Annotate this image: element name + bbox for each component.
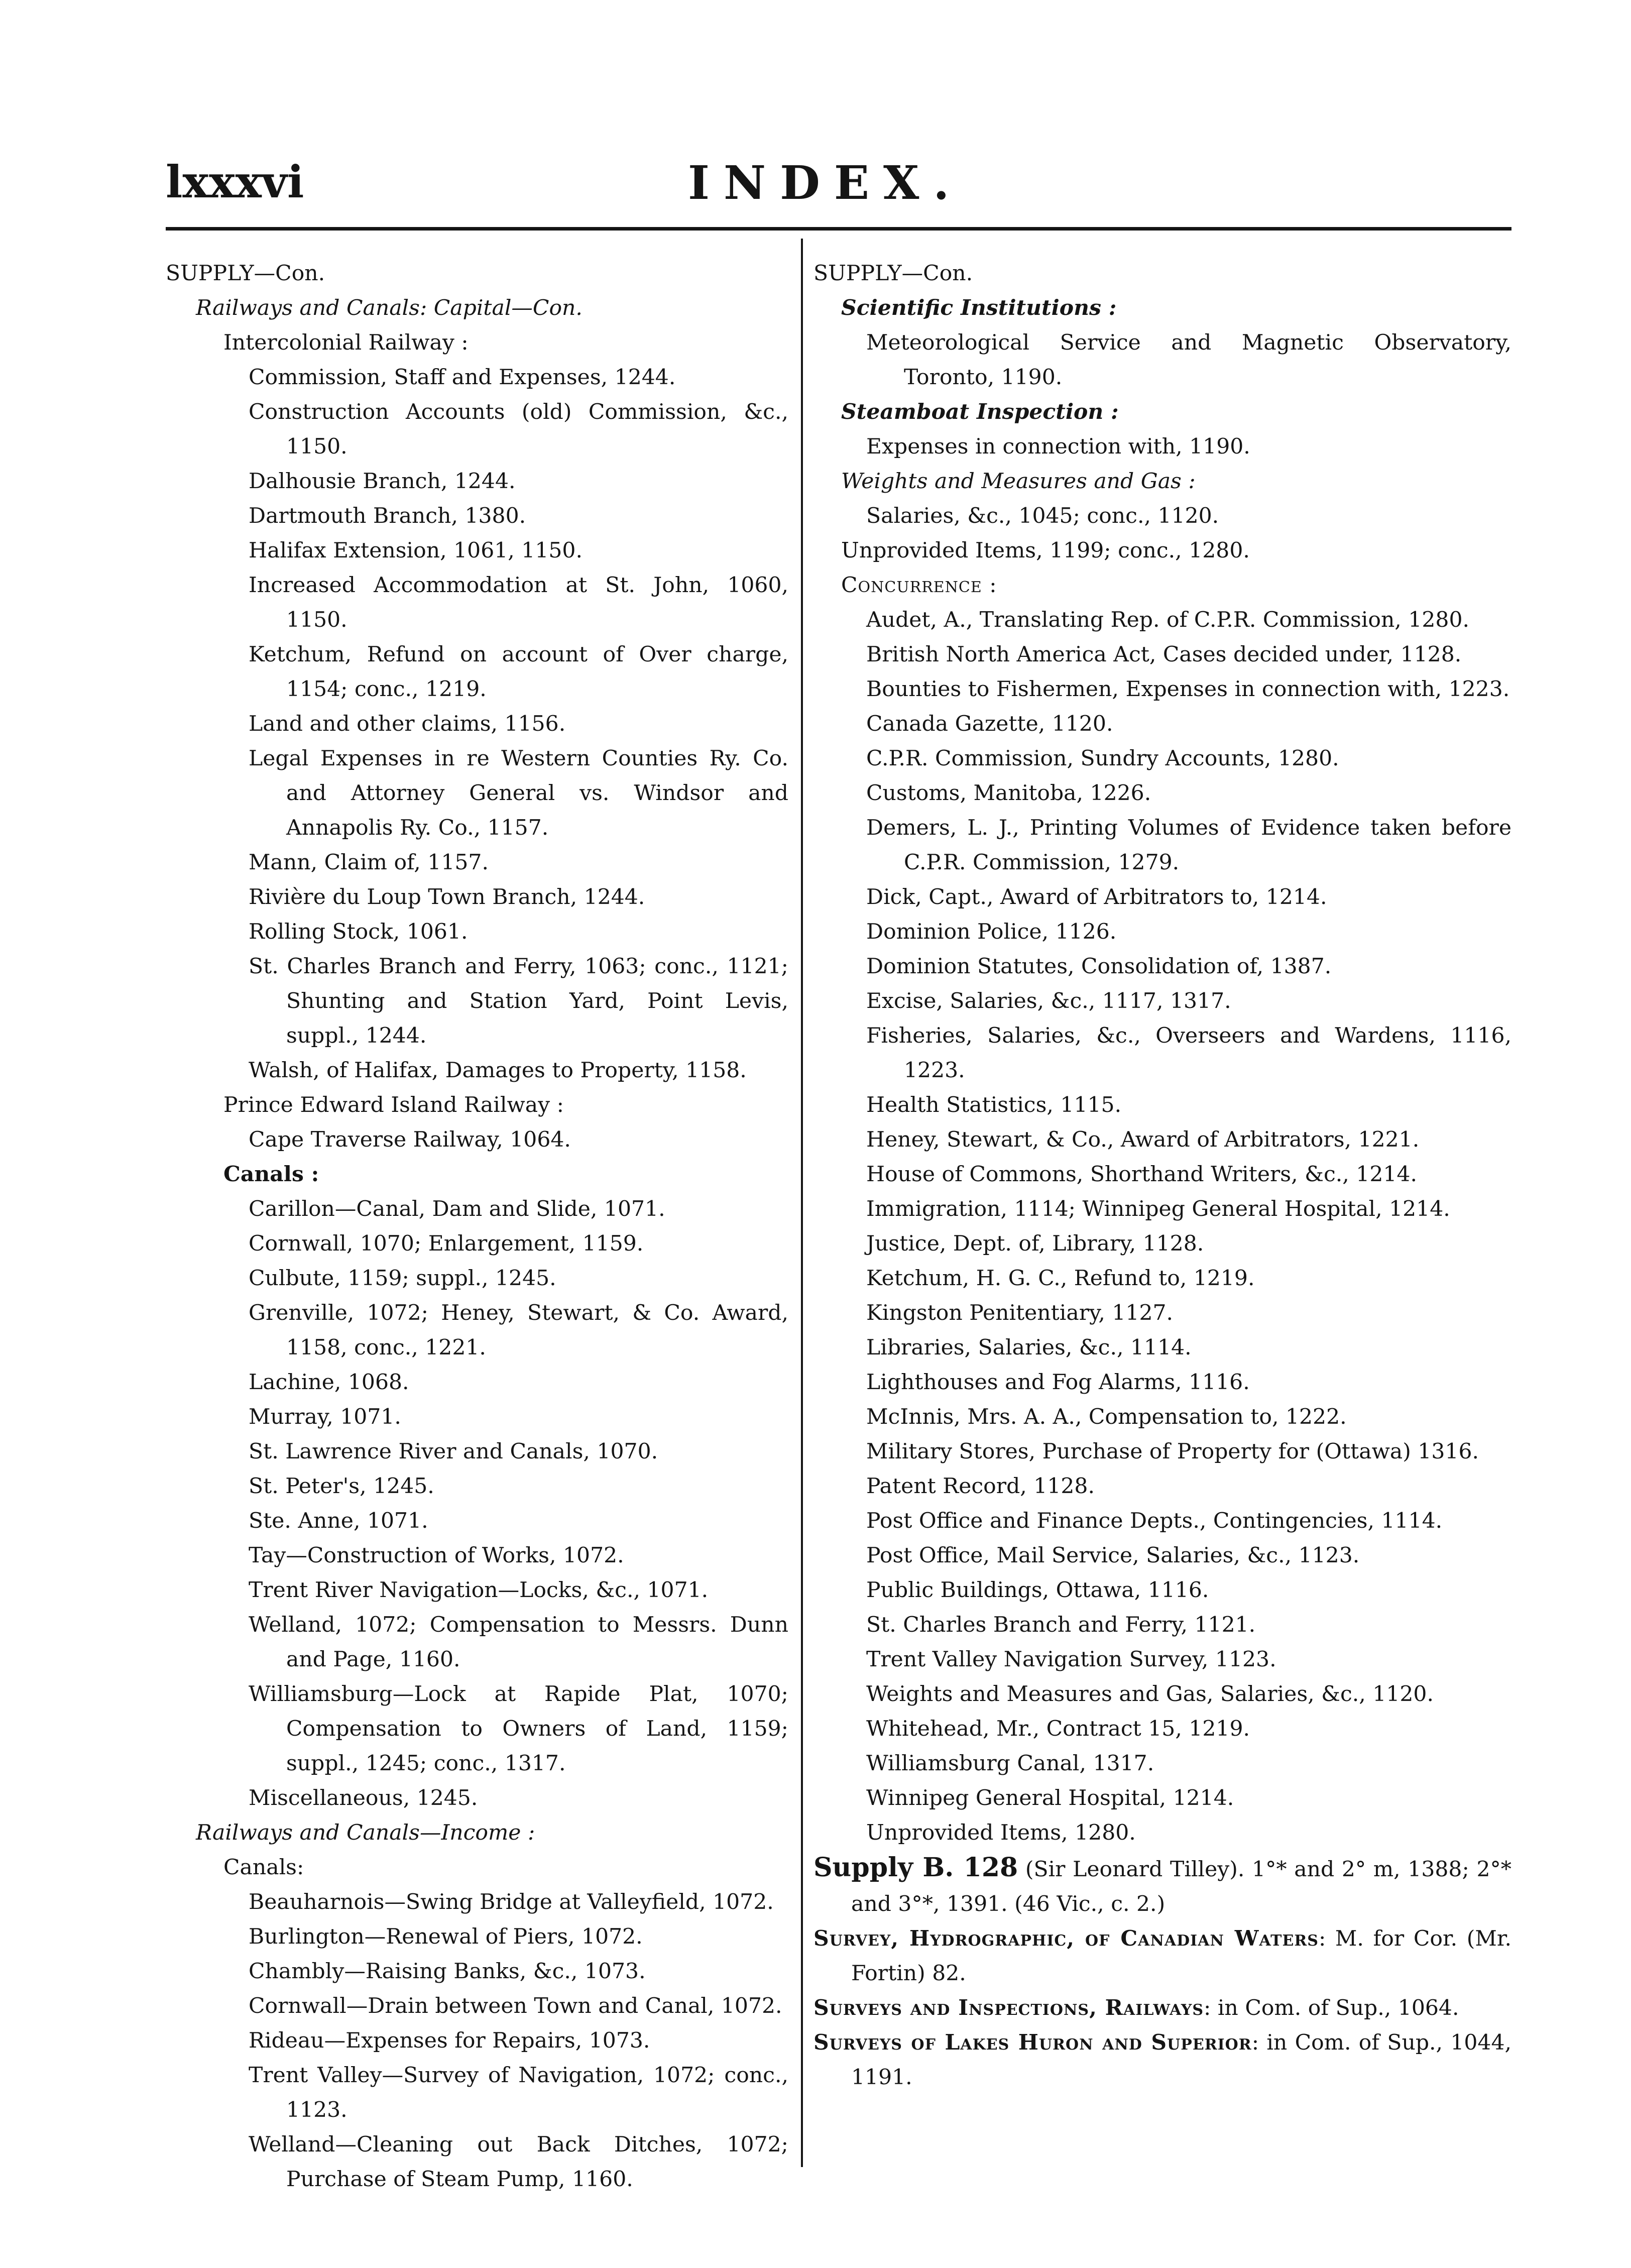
index-entry: C.P.R. Commission, Sundry Accounts, 1280. [866,746,1339,771]
index-entry: St. Charles Branch and Ferry, 1063; conc., 1121; Shunting and Station Yard, Point Levis, suppl., 1244. [249,954,788,1048]
index-entry: Beauharnois—Swing Bridge at Valleyfield, 1072. [249,1890,774,1914]
index-entry: Chambly—Raising Banks, &c., 1073. [249,1959,646,1984]
index-entry: Williamsburg—Lock at Rapide Plat, 1070; Compensation to Owners of Land, 1159; suppl., 1245; conc., 1317. [249,1682,788,1776]
index-entry: Patent Record, 1128. [866,1474,1095,1499]
index-entry: Rideau—Expenses for Repairs, 1073. [249,2028,650,2053]
index-entry: Commission, Staff and Expenses, 1244. [249,365,676,390]
index-entry: Heney, Stewart, & Co., Award of Arbitrators, 1221. [866,1127,1420,1152]
index-entry: Legal Expenses in re Western Counties Ry. Co. and Attorney General vs. Windsor and Annapolis Ry. Co., 1157. [249,746,788,840]
index-entry: Dominion Police, 1126. [866,920,1117,944]
page-number: lxxxvi [166,156,304,208]
index-entry: Murray, 1071. [249,1405,401,1429]
index-entry: Land and other claims, 1156. [249,712,566,736]
index-entry: Kingston Penitentiary, 1127. [866,1301,1174,1325]
entry-heading: Survey, Hydrographic, of Canadian Waters [813,1926,1319,1951]
index-entry: Canals : [223,1162,319,1187]
index-entry: Halifax Extension, 1061, 1150. [249,538,582,563]
index-entry: House of Commons, Shorthand Writers, &c., 1214. [866,1162,1417,1187]
index-entry: Weights and Measures and Gas : [841,469,1196,494]
index-entry: Culbute, 1159; suppl., 1245. [249,1266,556,1291]
index-entry: Ketchum, H. G. C., Refund to, 1219. [866,1266,1255,1291]
index-entry: Cornwall—Drain between Town and Canal, 1072. [249,1994,782,2018]
index-entry: St. Peter's, 1245. [249,1474,434,1499]
index-entry-main [813,1921,1511,1991]
index-entry: Ste. Anne, 1071. [249,1509,428,1533]
index-entry: Military Stores, Purchase of Property for (Ottawa) 1316. [866,1439,1479,1464]
index-entry: Miscellaneous, 1245. [249,1786,478,1810]
left-column [166,256,788,2197]
index-entry: Dartmouth Branch, 1380. [249,504,526,528]
index-entry: Trent Valley Navigation Survey, 1123. [866,1647,1276,1672]
index-entry: Lighthouses and Fog Alarms, 1116. [866,1370,1250,1395]
index-entry: Walsh, of Halifax, Damages to Property, 1158. [249,1058,747,1083]
index-entry: Justice, Dept. of, Library, 1128. [866,1231,1204,1256]
index-entry: Prince Edward Island Railway : [223,1093,564,1117]
index-entry: SUPPLY—Con. [813,261,973,286]
index-entry: British North America Act, Cases decided under, 1128. [866,642,1462,667]
index-entry: Intercolonial Railway : [223,330,469,355]
index-entry: Post Office and Finance Depts., Contingencies, 1114. [866,1509,1443,1533]
index-entry: Dominion Statutes, Consolidation of, 1387. [866,954,1332,979]
index-entry: Canals: [223,1855,304,1880]
index-entry: Canada Gazette, 1120. [866,712,1113,736]
index-entry-main [813,1850,1511,1921]
index-entry: Railways and Canals—Income : [196,1821,535,1845]
index-entry: Construction Accounts (old) Commission, &c., 1150. [249,400,788,459]
index-entry: Ketchum, Refund on account of Over charge, 1154; conc., 1219. [249,642,788,702]
entry-detail: : in Com. of Sup., 1044, 1191. [851,2030,1511,2090]
index-entry: Welland—Cleaning out Back Ditches, 1072; Purchase of Steam Pump, 1160. [249,2132,788,2192]
index-entry: St. Lawrence River and Canals, 1070. [249,1439,658,1464]
column-divider [801,239,803,2167]
index-entry: Unprovided Items, 1199; conc., 1280. [841,538,1250,563]
index-entry: Meteorological Service and Magnetic Observatory, Toronto, 1190. [866,330,1511,390]
index-entry: Welland, 1072; Compensation to Messrs. Dunn and Page, 1160. [249,1613,788,1672]
index-entry: Steamboat Inspection : [841,399,1119,424]
index-entry: Burlington—Renewal of Piers, 1072. [249,1924,643,1949]
index-entry: Williamsburg Canal, 1317. [866,1751,1154,1776]
right-column [813,256,1511,2095]
index-entry: SUPPLY—Con. [166,261,325,286]
entry-detail: (Sir Leonard Tilley). 1°* and 2° m, 1388; 2°* and 3°*, 1391. (46 Vic., c. 2.) [851,1857,1511,1916]
index-entry: Health Statistics, 1115. [866,1093,1122,1117]
index-entry: Dick, Capt., Award of Arbitrators to, 1214. [866,885,1327,910]
entry-heading: Surveys of Lakes Huron and Superior [813,2030,1252,2055]
index-entry: Railways and Canals: Capital—Con. [196,296,582,320]
index-entry: Scientific Institutions : [841,295,1117,320]
index-entry: Expenses in connection with, 1190. [866,434,1250,459]
index-entry: Trent Valley—Survey of Navigation, 1072; conc., 1123. [249,2063,788,2122]
entry-detail: : M. for Cor. (Mr. Fortin) 82. [851,1926,1511,1986]
index-entry: Dalhousie Branch, 1244. [249,469,516,494]
right-column-lines [813,256,1511,1850]
index-entry: Post Office, Mail Service, Salaries, &c., 1123. [866,1543,1360,1568]
index-entry: Cape Traverse Railway, 1064. [249,1127,571,1152]
index-entry: Tay—Construction of Works, 1072. [249,1543,624,1568]
index-entry: Rolling Stock, 1061. [249,920,468,944]
index-entry: Lachine, 1068. [249,1370,409,1395]
index-entry: Bounties to Fishermen, Expenses in connection with, 1223. [866,677,1510,702]
index-entry: Unprovided Items, 1280. [866,1821,1136,1845]
page-title: INDEX. [688,156,964,210]
entry-detail: : in Com. of Sup., 1064. [1204,1996,1459,2020]
index-entry: McInnis, Mrs. A. A., Compensation to, 1222. [866,1405,1347,1429]
index-entry: Winnipeg General Hospital, 1214. [866,1786,1234,1810]
index-entry: Cornwall, 1070; Enlargement, 1159. [249,1231,644,1256]
index-entry: Weights and Measures and Gas, Salaries, &c., 1120. [866,1682,1434,1707]
right-column-tail [813,1850,1511,2095]
index-entry: Trent River Navigation—Locks, &c., 1071. [249,1578,709,1603]
index-entry: Libraries, Salaries, &c., 1114. [866,1335,1192,1360]
index-entry: Customs, Manitoba, 1226. [866,781,1151,806]
index-entry: Excise, Salaries, &c., 1117, 1317. [866,989,1231,1013]
index-entry-main [813,2025,1511,2095]
index-entry-main [813,1991,1511,2025]
index-entry: St. Charles Branch and Ferry, 1121. [866,1613,1256,1637]
index-entry: Public Buildings, Ottawa, 1116. [866,1578,1209,1603]
index-entry: Demers, L. J., Printing Volumes of Evidence taken before C.P.R. Commission, 1279. [866,816,1511,875]
entry-heading: Surveys and Inspections, Railways [813,1995,1204,2020]
index-entry: Rivière du Loup Town Branch, 1244. [249,885,645,910]
index-entry: Immigration, 1114; Winnipeg General Hospital, 1214. [866,1197,1450,1221]
index-entry: Fisheries, Salaries, &c., Overseers and Wardens, 1116, 1223. [866,1024,1511,1083]
index-entry: Carillon—Canal, Dam and Slide, 1071. [249,1197,665,1221]
entry-heading: Supply B. 128 [813,1852,1018,1883]
header-rule [166,227,1511,231]
index-entry: Increased Accommodation at St. John, 1060, 1150. [249,573,788,632]
index-entry: Concurrence : [841,573,997,598]
index-entry: Whitehead, Mr., Contract 15, 1219. [866,1717,1250,1741]
index-entry: Grenville, 1072; Heney, Stewart, & Co. Award, 1158, conc., 1221. [249,1301,788,1360]
index-entry: Audet, A., Translating Rep. of C.P.R. Commission, 1280. [866,608,1469,632]
index-entry: Salaries, &c., 1045; conc., 1120. [866,504,1219,528]
index-entry: Mann, Claim of, 1157. [249,850,489,875]
